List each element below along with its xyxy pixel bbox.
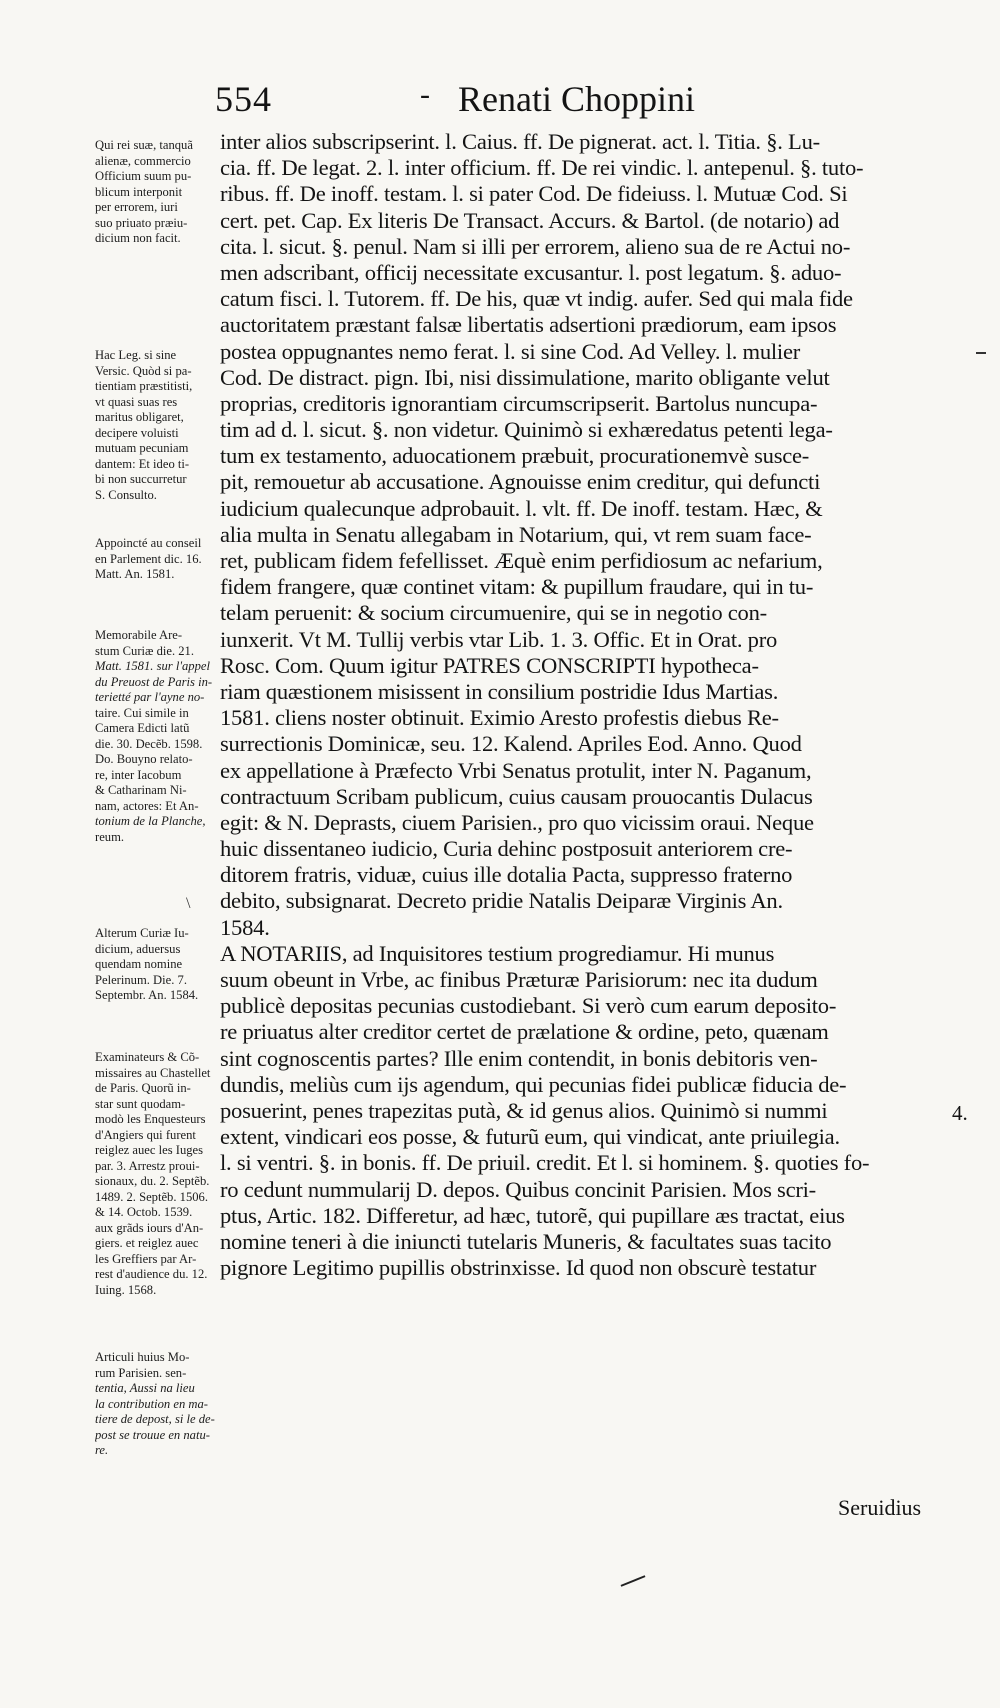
margin-note-line: sionaux, du. 2. Septẽb.: [95, 1174, 210, 1188]
margin-note-line: blicum interponit: [95, 184, 183, 199]
text-line: surrectionis Dominicæ, seu. 12. Kalend. Apriles Eod. Anno. Quod: [220, 731, 802, 757]
text-line: suum obeunt in Vrbe, ac finibus Præturæ Parisiorum: nec ita dudum: [220, 967, 818, 992]
margin-note-line: S. Consulto.: [95, 487, 157, 502]
margin-note-line: dicium, aduersus: [95, 941, 181, 956]
text-line: ptus, Artic. 182. Differetur, ad hæc, tutorẽ, qui pupillare æs tractat, eius: [220, 1202, 845, 1228]
margin-note-line: Pelerinum. Die. 7.: [95, 972, 187, 987]
margin-note: [95, 1350, 217, 1459]
ink-mark: [976, 352, 986, 354]
ink-mark: [621, 1575, 646, 1587]
text-line: telam peruenit: & socium circumuenire, qui se in negotio con-: [220, 600, 767, 626]
text-line: iudicium qualecunque adprobauit. l. vlt. ff. De inoff. testam. Hæc, &: [220, 495, 823, 521]
text-line: egit: & N. Deprasts, ciuem Parisien., pro quo vicissim oraui. Neque: [220, 809, 814, 835]
margin-note-line: star sunt quodam-: [95, 1096, 186, 1111]
margin-note: [95, 926, 217, 1004]
margin-note-line: du Preuost de Paris in-: [95, 674, 213, 689]
margin-note-line: re.: [95, 1443, 109, 1457]
text-line: proprias, creditoris ignorantiam circumscripserit. Bartolus nuncupa-: [220, 390, 818, 416]
running-title: Renati Choppini: [458, 79, 695, 119]
margin-note-line: Matt. An. 1581.: [95, 567, 175, 581]
margin-note-line: terietté par l'ayne no-: [95, 690, 205, 704]
margin-note-line: Matt. 1581. sur l'appel: [95, 659, 210, 673]
text-line: inter alios subscripserint. l. Caius. ff. De pignerat. act. l. Titia. §. Lu-: [220, 129, 820, 154]
margin-note-line: vt quasi suas res: [95, 394, 178, 409]
margin-note-line: la contribution en ma-: [95, 1396, 208, 1411]
margin-note: [95, 536, 217, 583]
margin-note: [95, 348, 217, 503]
margin-note: [95, 138, 217, 247]
margin-note-line: tientiam præstitisti,: [95, 379, 193, 393]
margin-note-line: Qui rei suæ, tanquã: [95, 138, 193, 152]
text-line: posuerint, penes trapezitas putà, & id genus alios. Quinimò si nummi: [220, 1097, 828, 1123]
margin-note-line: post se trouue en natu-: [95, 1427, 210, 1442]
margin-note-line: Officium suum pu-: [95, 169, 192, 183]
text-line: debito, subsignarat. Decreto pridie Natalis Deiparæ Virginis An.: [220, 888, 783, 914]
margin-note-line: die. 30. Decẽb. 1598.: [95, 736, 203, 751]
margin-note-line: tentia, Aussi na lieu: [95, 1381, 195, 1395]
margin-note-line: Iuing. 1568.: [95, 1282, 157, 1297]
margin-note-line: tonium de la Planche,: [95, 814, 206, 828]
text-line: contractuum Scribam publicum, cuius causam prouocantis Dulacus: [220, 783, 813, 809]
text-line: catum fisci. l. Tutorem. ff. De his, quæ vt indig. aufer. Sed qui mala fide: [220, 286, 853, 312]
margin-note-line: reiglez auec les Iuges: [95, 1143, 204, 1157]
text-line: A NOTARIIS, ad Inquisitores testium progrediamur. Hi munus: [220, 940, 775, 966]
text-line: nomine teneri à die iniuncti tutelaris Muneris, & facultates suas tacito: [220, 1228, 832, 1254]
text-line: cita. l. sicut. §. penul. Nam si illi per errorem, alieno sua de re Actui no-: [220, 233, 851, 259]
margin-note-line: les Greffiers par Ar-: [95, 1251, 197, 1266]
margin-note-line: alienæ, commercio: [95, 153, 191, 168]
text-line: cert. pet. Cap. Ex literis De Transact. Accurs. & Bartol. (de notario) ad: [220, 207, 840, 233]
margin-note-line: taire. Cui simile in: [95, 705, 189, 720]
margin-note-line: re, inter Iacobum: [95, 767, 182, 782]
margin-note-line: Examinateurs & Cõ-: [95, 1050, 200, 1064]
margin-note-line: suo priuato præiu-: [95, 215, 188, 230]
text-line: ribus. ff. De inoff. testam. l. si pater Cod. De fideiuss. l. Mutuæ Cod. Si: [220, 181, 848, 207]
margin-note-line: Do. Bouyno relato-: [95, 752, 193, 766]
text-line: sint cognoscentis partes? Ille enim contendit, in bonis debitoris ven-: [220, 1045, 818, 1071]
text-line: postea oppugnantes nemo ferat. l. si sine Cod. Ad Velley. l. mulier: [220, 338, 800, 364]
margin-note-line: Memorabile Are-: [95, 628, 183, 642]
margin-note-line: rum Parisien. sen-: [95, 1365, 187, 1380]
margin-note-line: Camera Edicti latũ: [95, 721, 190, 735]
text-line: 1584.: [220, 914, 270, 940]
text-line: tum ex testamento, aduocationem præbuit, procurationemvè susce-: [220, 443, 810, 469]
margin-note-line: de Paris. Quorũ in-: [95, 1081, 191, 1095]
catchword: Seruidius: [838, 1495, 922, 1520]
text-line: tim ad d. l. sicut. §. non videtur. Quinimò si exhæredatus petenti lega-: [220, 417, 833, 443]
margin-note-line: Hac Leg. si sine: [95, 348, 177, 362]
header-ornament: -: [420, 78, 430, 111]
text-line: Cod. De distract. pign. Ibi, nisi dissimulatione, marito obligante velut: [220, 364, 830, 390]
body-text: [220, 129, 932, 1281]
text-line: alia multa in Senatu allegabam in Notarium, qui, vt rem suam face-: [220, 521, 812, 547]
margin-note-line: Alterum Curiæ Iu-: [95, 926, 189, 940]
text-line: fidem frangere, quæ continet vitam: & pupillum fraudare, qui in tu-: [220, 574, 814, 600]
text-line: huic dissentaneo iudicio, Curia dehinc postposuit anteriorem cre-: [220, 836, 793, 862]
text-line: extent, vindicari eos posse, & futurũ eum, qui vindicat, ante priuilegia.: [220, 1124, 840, 1150]
text-line: dundis, meliùs cum ijs agendum, qui pecunias fidei publicæ fiducia de-: [220, 1071, 847, 1097]
page-header: [0, 78, 1000, 128]
text-line: cia. ff. De legat. 2. l. inter officium. ff. De rei vindic. l. antepenul. §. tuto-: [220, 155, 864, 181]
margin-note-line: Articuli huius Mo-: [95, 1350, 190, 1364]
margin-note-line: bi non succurretur: [95, 472, 187, 486]
ink-mark: \: [186, 895, 191, 912]
page-number: 554: [215, 79, 272, 119]
margin-note: [95, 628, 217, 845]
text-line: 1581. cliens noster obtinuit. Eximio Aresto profestis diebus Re-: [220, 705, 779, 731]
text-line: pignore Legitimo pupillis obstrinxisse. Id quod non obscurè testatur: [220, 1255, 817, 1281]
margin-note-line: par. 3. Arrestz proui-: [95, 1158, 200, 1173]
margin-note-line: d'Angiers qui furent: [95, 1127, 196, 1142]
text-line: auctoritatem præstant falsæ libertatis adsertioni prædiorum, eam ipsos: [220, 312, 837, 338]
margin-note-line: Appoincté au conseil: [95, 536, 202, 550]
text-line: iunxerit. Vt M. Tullij verbis vtar Lib. 1. 3. Offic. Et in Orat. pro: [220, 626, 778, 652]
margin-note-line: giers. et reiglez auec: [95, 1236, 199, 1250]
margin-note-line: quendam nomine: [95, 957, 183, 971]
margin-note-line: dantem: Et ideo ti-: [95, 456, 190, 471]
text-line: ex appellatione à Præfecto Vrbi Senatus protulit, inter N. Paganum,: [220, 757, 812, 783]
text-line: l. si ventri. §. in bonis. ff. De priuil. credit. Et l. si hominem. §. quoties fo-: [220, 1150, 870, 1176]
text-line: ro cedunt nummularij D. depos. Quibus concinit Parisien. Mos scri-: [220, 1176, 816, 1202]
margin-note-line: maritus obligaret,: [95, 410, 184, 424]
margin-note-line: per errorem, iuri: [95, 200, 178, 214]
margin-note-line: rest d'audience du. 12.: [95, 1267, 208, 1281]
margin-note-line: Versic. Quòd si pa-: [95, 363, 192, 378]
margin-note-line: 1489. 2. Septẽb. 1506.: [95, 1189, 208, 1204]
margin-note-line: missaires au Chastellet: [95, 1065, 211, 1080]
margin-note-line: modò les Enquesteurs: [95, 1112, 206, 1126]
margin-note-line: en Parlement dic. 16.: [95, 551, 202, 566]
margin-note-line: & 14. Octob. 1539.: [95, 1205, 193, 1219]
margin-note-line: nam, actores: Et An-: [95, 798, 199, 813]
margin-note-line: Septembr. An. 1584.: [95, 988, 199, 1002]
margin-note-line: aux grãds iours d'An-: [95, 1220, 204, 1235]
text-line: riam quæstionem misissent in consilium postridie Idus Martias.: [220, 678, 779, 704]
margin-note: [95, 1050, 217, 1298]
text-line: Rosc. Com. Quum igitur PATRES CONSCRIPTI hypotheca-: [220, 652, 759, 678]
text-line: pit, remouetur ab accusatione. Agnouisse enim creditur, qui defuncti: [220, 469, 821, 495]
margin-note-line: dicium non facit.: [95, 231, 181, 245]
text-line: re priuatus alter creditor certet de prælatione & ordine, peto, quænam: [220, 1019, 829, 1045]
margin-note-line: reum.: [95, 829, 125, 844]
text-line: ditorem fratris, viduæ, cuius ille dotalia Pacta, suppresso fraterno: [220, 862, 793, 888]
margin-note-line: stum Curiæ die. 21.: [95, 643, 195, 658]
margin-note-line: decipere voluisti: [95, 425, 179, 440]
section-number: 4.: [952, 1101, 968, 1125]
margin-note-line: tiere de depost, si le de-: [95, 1412, 215, 1426]
text-line: ret, publicam fidem fefellisset. Æquè enim perfidiosum ac nefarium,: [220, 548, 823, 573]
margin-note-line: & Catharinam Ni-: [95, 783, 187, 797]
margin-note-line: mutuam pecuniam: [95, 441, 189, 455]
text-line: publicè depositas pecunias custodiebant. Si verò cum earum deposito-: [220, 993, 837, 1019]
text-line: men adscribant, officij necessitate excusantur. l. post legatum. §. aduo-: [220, 259, 842, 285]
